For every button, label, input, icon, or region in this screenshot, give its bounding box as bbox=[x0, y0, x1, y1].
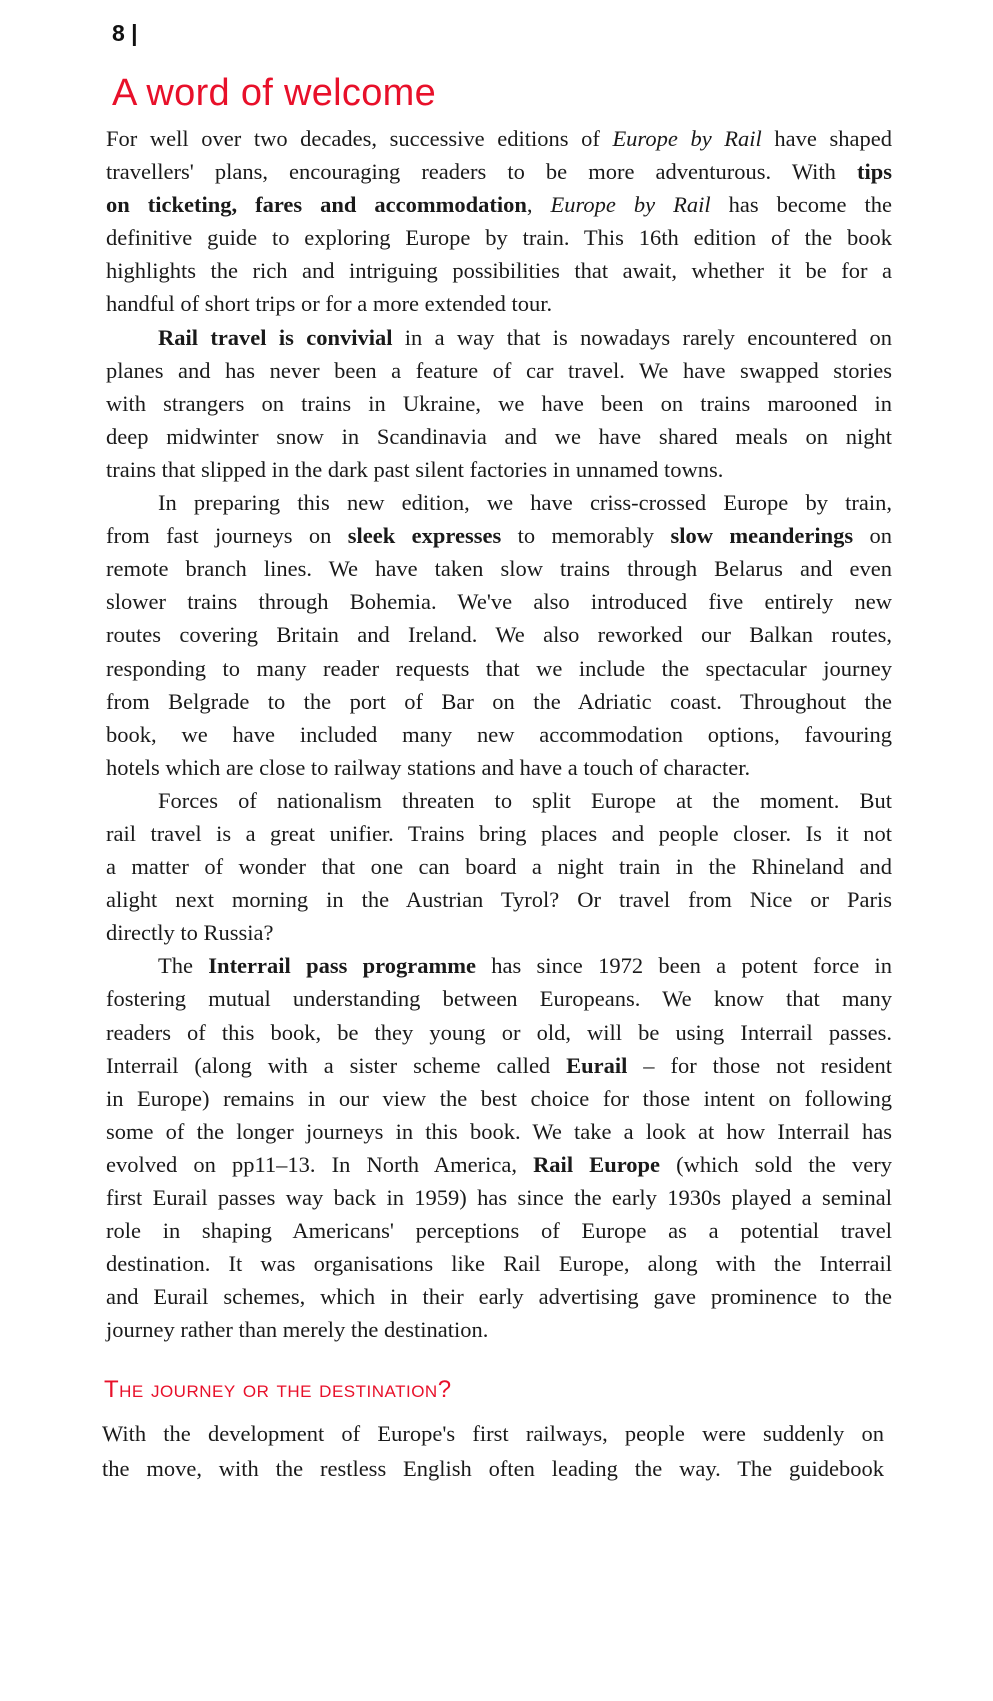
text-run: slower trains through Bohemia. We've also introduced five entirely new bbox=[106, 589, 892, 615]
text-line bbox=[106, 420, 892, 453]
text-line bbox=[106, 1280, 892, 1313]
text-line bbox=[106, 850, 892, 883]
text-run: have shaped bbox=[761, 126, 892, 151]
text-line bbox=[106, 883, 892, 916]
text-line bbox=[106, 685, 892, 718]
text-line bbox=[106, 188, 892, 221]
text-run: hotels which are close to railway stations and have a touch of character. bbox=[106, 754, 751, 780]
italic-text: Europe by Rail bbox=[550, 192, 711, 218]
text-run: definitive guide to exploring Europe by train. This 16th edition of the book bbox=[106, 225, 892, 251]
text-line bbox=[106, 817, 892, 850]
text-line bbox=[106, 221, 892, 254]
text-run: fostering mutual understanding between Europeans. We know that many bbox=[106, 986, 892, 1012]
text-run: rail travel is a great unifier. Trains bring places and people closer. Is it not bbox=[106, 820, 892, 846]
text-run: first Eurail passes way back in 1959) has since the early 1930s played a seminal bbox=[106, 1185, 892, 1210]
text-run: has since 1972 been a potent force in bbox=[475, 953, 892, 979]
text-run: has become the bbox=[710, 192, 892, 218]
text-run: a matter of wonder that one can board a night train in the Rhineland and bbox=[106, 854, 892, 880]
text-line bbox=[106, 287, 892, 320]
text-run: In preparing this new edition, we have criss-crossed Europe by train, bbox=[158, 490, 892, 516]
page-number: 8 | bbox=[112, 20, 138, 46]
welcome-body-text bbox=[106, 122, 892, 1346]
text-line bbox=[106, 916, 892, 949]
text-line bbox=[106, 122, 892, 155]
paragraph bbox=[106, 784, 892, 949]
text-run: and Eurail schemes, which in their early advertising gave prominence to the bbox=[106, 1284, 892, 1310]
bold-text: Eurail bbox=[566, 1052, 628, 1078]
text-run: journey rather than merely the destination. bbox=[106, 1317, 489, 1343]
text-run: planes and has never been a feature of car travel. We have swapped stories bbox=[106, 357, 892, 383]
text-run: travellers' plans, encouraging readers to be more adventurous. With bbox=[106, 159, 857, 185]
text-run: Forces of nationalism threaten to split Europe at the moment. But bbox=[158, 787, 892, 813]
text-line bbox=[106, 1049, 892, 1082]
bold-text: slow meanderings bbox=[670, 523, 854, 549]
section-body-text bbox=[102, 1416, 884, 1486]
text-run: from fast journeys on bbox=[106, 523, 348, 549]
text-run: with strangers on trains in Ukraine, we have been on trains marooned in bbox=[106, 390, 892, 416]
text-run: on bbox=[853, 523, 892, 549]
text-line bbox=[106, 784, 892, 817]
text-run: evolved on pp11–13. In North America, bbox=[106, 1151, 534, 1177]
text-line bbox=[106, 453, 892, 486]
paragraph bbox=[106, 122, 892, 321]
text-line bbox=[106, 1247, 892, 1280]
text-run: The bbox=[158, 953, 209, 979]
text-line bbox=[106, 949, 892, 982]
text-line bbox=[106, 585, 892, 618]
text-line bbox=[102, 1451, 884, 1486]
text-line bbox=[106, 751, 892, 784]
bold-text: on ticketing, fares and accommodation bbox=[106, 192, 527, 218]
text-run: readers of this book, be they young or old, will be using Interrail passes. bbox=[106, 1019, 892, 1045]
text-run: some of the longer journeys in this book. We take a look at how Interrail has bbox=[106, 1118, 892, 1144]
text-line bbox=[106, 354, 892, 387]
text-run: (which sold the very bbox=[660, 1151, 892, 1177]
bold-text: Rail Europe bbox=[533, 1151, 661, 1177]
text-run: With the development of Europe's first railways, people were suddenly on bbox=[102, 1421, 884, 1446]
text-run: directly to Russia? bbox=[106, 920, 274, 946]
text-run: Interrail (along with a sister scheme called bbox=[106, 1052, 567, 1078]
bold-text: sleek expresses bbox=[347, 523, 502, 549]
text-run: from Belgrade to the port of Bar on the Adriatic coast. Throughout the bbox=[106, 688, 892, 714]
text-run: to memorably bbox=[501, 523, 671, 549]
text-line bbox=[106, 254, 892, 287]
text-run: – for those not resident bbox=[627, 1052, 892, 1078]
text-run: the move, with the restless English often leading the way. The guidebook bbox=[102, 1456, 884, 1481]
text-run: highlights the rich and intriguing possibilities that await, whether it be for a bbox=[106, 258, 892, 284]
text-line bbox=[106, 1082, 892, 1115]
text-line bbox=[106, 321, 892, 354]
text-line bbox=[106, 552, 892, 585]
text-line bbox=[106, 618, 892, 651]
paragraph bbox=[102, 1416, 884, 1486]
text-run: handful of short trips or for a more extended tour. bbox=[106, 291, 553, 317]
text-run: book, we have included many new accommodation options, favouring bbox=[106, 721, 892, 747]
text-run: in a way that is nowadays rarely encountered on bbox=[392, 324, 892, 350]
text-line bbox=[106, 155, 892, 188]
text-line bbox=[106, 486, 892, 519]
text-run: responding to many reader requests that we include the spectacular journey bbox=[106, 655, 892, 681]
text-line bbox=[106, 718, 892, 751]
text-run: role in shaping Americans' perceptions of Europe as a potential travel bbox=[106, 1218, 892, 1244]
text-line bbox=[106, 387, 892, 420]
text-run: remote branch lines. We have taken slow trains through Belarus and even bbox=[106, 556, 892, 582]
text-line bbox=[102, 1416, 884, 1451]
text-line bbox=[106, 1016, 892, 1049]
section-heading: The journey or the destination? bbox=[104, 1376, 452, 1403]
text-line bbox=[106, 982, 892, 1015]
text-run: alight next morning in the Austrian Tyrol? Or travel from Nice or Paris bbox=[106, 887, 892, 913]
text-run: in Europe) remains in our view the best choice for those intent on following bbox=[106, 1085, 892, 1111]
text-run: , bbox=[526, 192, 551, 218]
paragraph bbox=[106, 949, 892, 1346]
bold-text: tips bbox=[856, 159, 892, 185]
italic-text: Europe by Rail bbox=[612, 126, 762, 151]
paragraph bbox=[106, 486, 892, 784]
text-line bbox=[106, 519, 892, 552]
text-line bbox=[106, 1148, 892, 1181]
text-line bbox=[106, 1181, 892, 1214]
text-line bbox=[106, 1313, 892, 1346]
text-line bbox=[106, 1214, 892, 1247]
text-run: deep midwinter snow in Scandinavia and we have shared meals on night bbox=[106, 423, 892, 449]
page-title: A word of welcome bbox=[112, 72, 437, 114]
text-run: routes covering Britain and Ireland. We also reworked our Balkan routes, bbox=[106, 622, 892, 648]
text-run: destination. It was organisations like Rail Europe, along with the Interrail bbox=[106, 1251, 892, 1277]
text-run: trains that slipped in the dark past silent factories in unnamed towns. bbox=[106, 456, 724, 482]
text-line bbox=[106, 652, 892, 685]
bold-text: Interrail pass programme bbox=[208, 953, 476, 979]
paragraph bbox=[106, 321, 892, 486]
text-line bbox=[106, 1115, 892, 1148]
bold-text: Rail travel is convivial bbox=[158, 324, 393, 350]
text-run: For well over two decades, successive editions of bbox=[106, 126, 613, 151]
